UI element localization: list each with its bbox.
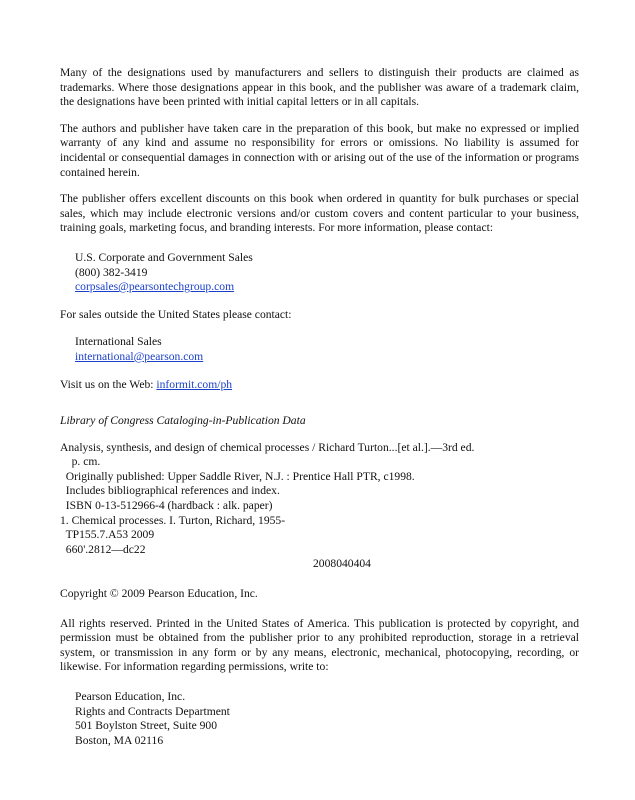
address-line: 501 Boylston Street, Suite 900	[75, 719, 218, 733]
cip-line: ISBN 0-13-512966-4 (hardback : alk. paper)	[60, 499, 273, 513]
us-sales-name: U.S. Corporate and Government Sales	[75, 250, 253, 264]
international-sales-contact	[60, 335, 579, 364]
cip-data-block	[60, 441, 579, 572]
cip-line: Includes bibliographical references and index.	[60, 484, 280, 498]
cip-line: 660'.2812—dc22	[60, 542, 146, 556]
international-intro: For sales outside the United States please contact:	[60, 307, 292, 321]
address-line: Rights and Contracts Department	[75, 704, 230, 718]
copyright-line: Copyright © 2009 Pearson Education, Inc.	[60, 587, 258, 601]
cip-line: 1. Chemical processes. I. Turton, Richard, 1955-	[60, 513, 286, 527]
discounts-paragraph: The publisher offers excellent discounts on this book when ordered in quantity for bulk purchases or special sales, which may include electronic versions and/or custom covers and content particular to your business, training goals, marketing focus, and branding interests. For more information, please contact:	[60, 192, 579, 235]
web-url-link[interactable]: informit.com/ph	[156, 377, 233, 391]
cip-heading: Library of Congress Cataloging-in-Publication Data	[60, 414, 306, 428]
cip-lccn: 2008040404	[313, 557, 371, 571]
cip-line: TP155.7.A53 2009	[60, 528, 155, 542]
rights-paragraph: All rights reserved. Printed in the United States of America. This publication is protected by copyright, and permission must be obtained from the publisher prior to any prohibited reproduction, storage in a retrieval system, or transmission in any form or by any means, electronic, mechanical, photocopying, recording, or likewise. For information regarding permissions, write to:	[60, 616, 579, 674]
web-line	[60, 378, 579, 393]
trademarks-paragraph: Many of the designations used by manufacturers and sellers to distinguish their products are claimed as trademarks. Where those designations appear in this book, and the publisher was aware of a trademark claim, the designations have been printed with initial capital letters or in all capitals.	[60, 66, 579, 109]
us-sales-phone: (800) 382-3419	[75, 265, 148, 279]
cip-line: Analysis, synthesis, and design of chemical processes / Richard Turton...[et al.].—3rd ed.	[60, 440, 475, 454]
web-label: Visit us on the Web:	[60, 377, 154, 391]
permissions-address	[60, 690, 579, 748]
address-line: Boston, MA 02116	[75, 733, 164, 747]
address-line: Pearson Education, Inc.	[75, 690, 186, 703]
international-sales-email-link[interactable]: international@pearson.com	[75, 349, 204, 363]
cip-line: p. cm.	[60, 455, 101, 469]
warranty-paragraph: The authors and publisher have taken care in the preparation of this book, but make no expressed or implied warranty of any kind and assume no responsibility for errors or omissions. No liability is assumed for incidental or consequential damages in connection with or arising out of the use of the information or programs contained herein.	[60, 121, 579, 179]
us-sales-contact	[60, 251, 579, 295]
copyright-page	[60, 66, 579, 748]
cip-line: Originally published: Upper Saddle River, N.J. : Prentice Hall PTR, c1998.	[60, 469, 415, 483]
international-sales-name: International Sales	[75, 335, 162, 349]
us-sales-email-link[interactable]: corpsales@pearsontechgroup.com	[75, 280, 235, 294]
